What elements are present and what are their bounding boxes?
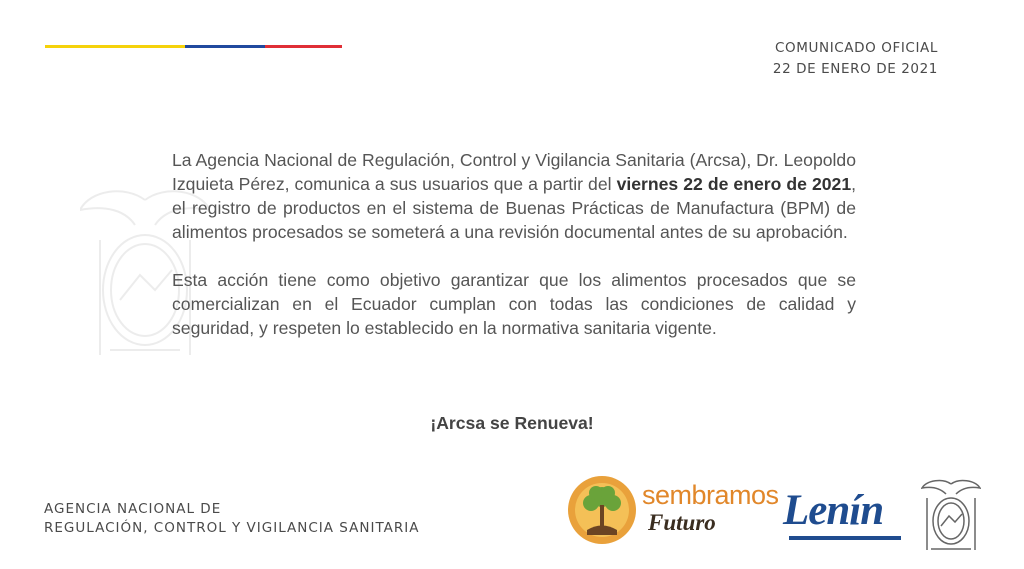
- paragraph-1-date-highlight: viernes 22 de enero de 2021: [616, 174, 852, 194]
- slogan: ¡Arcsa se Renueva!: [430, 413, 594, 433]
- paragraph-1: [172, 148, 856, 244]
- communique-date: 22 DE ENERO DE 2021: [772, 61, 938, 77]
- paragraph-1-intro: La Agencia Nacional de Regulación, Control y Vigilancia Sanitaria (Arcsa), Dr. Leopoldo Izquieta Pérez, comunica a sus usuarios que a partir del: [172, 150, 856, 194]
- sembramos-wordmark: sembramos: [642, 480, 779, 510]
- ecuador-coat-of-arms-icon: [921, 476, 981, 554]
- paragraph-1-rest: , el registro de productos en el sistema de Buenas Prácticas de Manufactura (BPM) de alimentos procesados se someterá a una revisión documental antes de su aprobación.: [172, 174, 856, 242]
- lenin-underline: [789, 536, 901, 540]
- flag-yellow-stripe: [45, 45, 185, 48]
- flag-red-stripe: [265, 45, 342, 48]
- announcement-body: [172, 148, 856, 340]
- flag-color-bar: [45, 45, 342, 48]
- flag-blue-stripe: [185, 45, 265, 48]
- tree-logo-icon: [567, 475, 637, 545]
- lenin-signature-logo: Lenín: [783, 487, 884, 534]
- header-info: [773, 38, 938, 80]
- agency-name: [44, 500, 419, 538]
- agency-name-line-1: AGENCIA NACIONAL DE: [44, 501, 222, 517]
- paragraph-2: Esta acción tiene como objetivo garantizar que los alimentos procesados que se comercializan en el Ecuador cumplan con todas las condiciones de calidad y seguridad, y respeten lo establecido en la normativa sanitaria vigente.: [172, 270, 856, 338]
- communique-title: COMUNICADO OFICIAL: [775, 40, 938, 56]
- futuro-wordmark: Futuro: [648, 510, 716, 535]
- agency-name-line-2: REGULACIÓN, CONTROL Y VIGILANCIA SANITARIA: [44, 520, 420, 536]
